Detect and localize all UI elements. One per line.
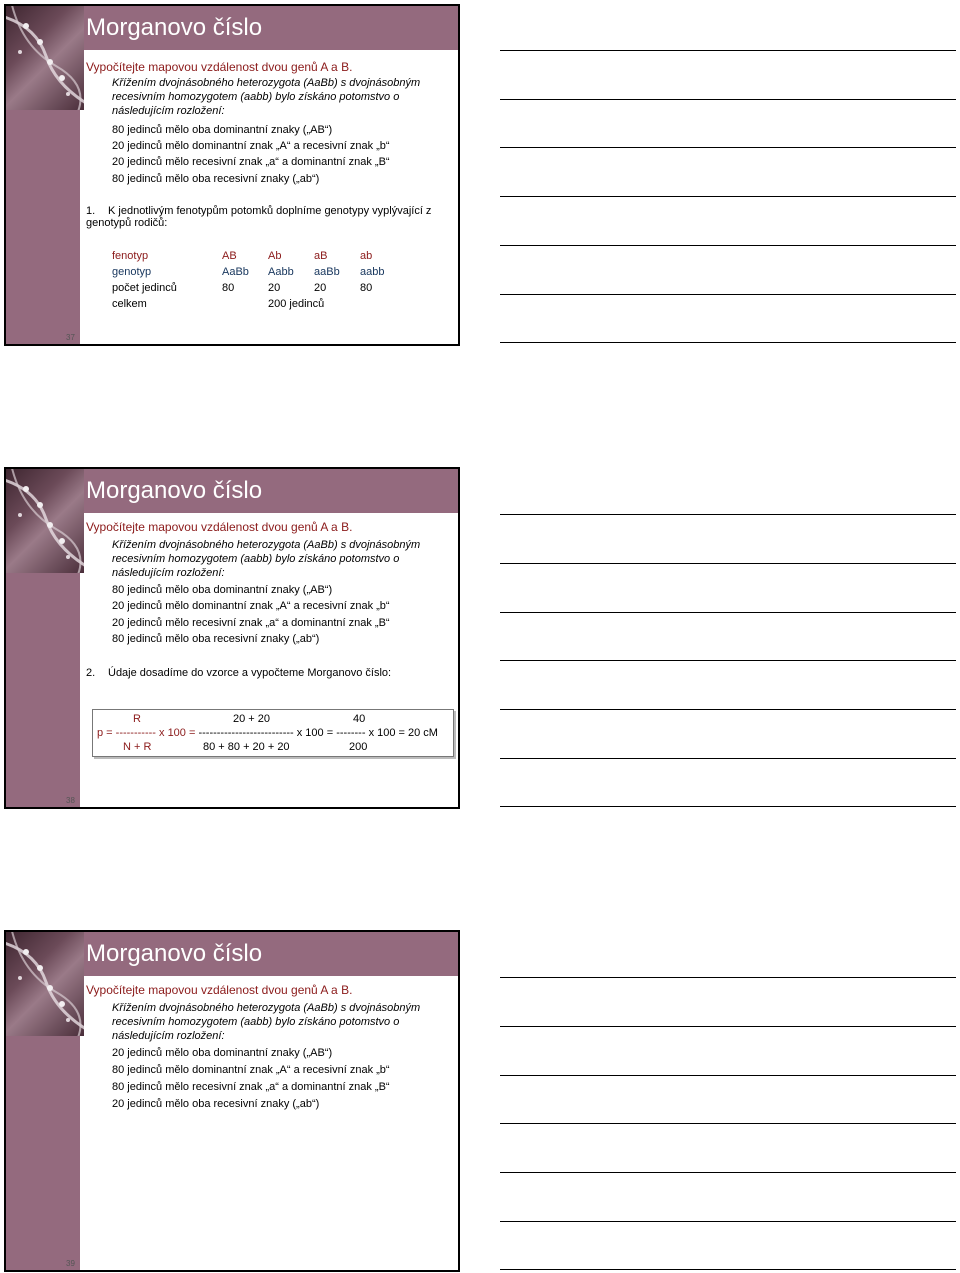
note-line (500, 99, 956, 100)
table-cell: aaBb (314, 266, 340, 278)
step-1 (86, 205, 454, 229)
fenotyp-row (112, 248, 384, 264)
offspring-line: 80 jedinců mělo recesivní znak „a“ a dominantní znak „B“ (112, 1081, 390, 1093)
slide-number: 39 (66, 1259, 75, 1268)
task-lead: Vypočítejte mapovou vzdálenost dvou genů A a B. (86, 60, 353, 74)
formula-denominator-sum: 80 + 80 + 20 + 20 (203, 741, 290, 753)
task-intro: Křížením dvojnásobného heterozygota (AaBb) s dvojnásobným recesivním homozygotem (aabb) bylo získáno potomstvo o následujícím rozložení: (112, 1002, 421, 1042)
table-cell: aB (314, 250, 328, 262)
table-cell: 20 (314, 282, 327, 294)
slide-number: 38 (66, 796, 75, 805)
note-line (500, 709, 956, 710)
genotype-table (112, 248, 384, 312)
note-line (500, 1269, 956, 1270)
genotyp-row (112, 264, 384, 280)
note-line (500, 1221, 956, 1222)
dna-photo (6, 6, 84, 110)
note-line (500, 806, 956, 807)
offspring-line: 80 jedinců mělo oba dominantní znaky („AB“) (112, 124, 333, 136)
row-label: genotyp (112, 266, 152, 278)
slide-title: Morganovo číslo (86, 14, 263, 41)
task-intro: Křížením dvojnásobného heterozygota (AaBb) s dvojnásobným recesivním homozygotem (aabb) bylo získáno potomstvo o následujícím rozložení: (112, 539, 421, 579)
step-text: Údaje dosadíme do vzorce a vypočteme Morganovo číslo: (108, 667, 392, 679)
note-line (500, 245, 956, 246)
note-line (500, 294, 956, 295)
note-line (500, 514, 956, 515)
note-line (500, 1172, 956, 1173)
note-line (500, 612, 956, 613)
offspring-line: 80 jedinců mělo oba recesivní znaky („ab“) (112, 633, 320, 645)
note-line (500, 1026, 956, 1027)
formula-denominator-value: 200 (349, 741, 368, 753)
task-lead: Vypočítejte mapovou vzdálenost dvou genů A a B. (86, 983, 353, 997)
formula-numerator-sum: 20 + 20 (233, 713, 271, 725)
note-line (500, 196, 956, 197)
formula-dash-1: ----------- x 100 = (115, 727, 199, 739)
formula-dash-3: -------- x 100 = 20 cM (336, 727, 438, 739)
morgan-formula-box (92, 709, 454, 757)
formula-equation-line (97, 727, 438, 739)
offspring-line: 80 jedinců mělo oba dominantní znaky („AB“) (112, 584, 333, 596)
celkem-row (112, 296, 384, 312)
task-intro: Křížením dvojnásobného heterozygota (AaBb) s dvojnásobným recesivním homozygotem (aabb) bylo získáno potomstvo o následujícím rozložení: (112, 77, 421, 117)
step-number: 2. (86, 667, 96, 679)
slide-38 (4, 467, 460, 809)
step-2 (86, 667, 391, 679)
note-line (500, 977, 956, 978)
table-cell: Aabb (268, 266, 294, 278)
note-line (500, 563, 956, 564)
step-number: 1. (86, 205, 96, 217)
dna-photo (6, 469, 84, 573)
offspring-line: 20 jedinců mělo oba dominantní znaky („AB“) (112, 1047, 333, 1059)
slide-number: 37 (66, 333, 75, 342)
formula-denominator-nr: N + R (123, 741, 152, 753)
note-line (500, 342, 956, 343)
table-cell: 80 (222, 282, 235, 294)
table-cell: 80 (360, 282, 373, 294)
row-label: počet jedinců (112, 282, 177, 294)
table-cell: AB (222, 250, 237, 262)
table-cell: 20 (268, 282, 281, 294)
offspring-line: 80 jedinců mělo oba recesivní znaky („ab“) (112, 173, 320, 185)
offspring-line: 20 jedinců mělo dominantní znak „A“ a recesivní znak „b“ (112, 600, 390, 612)
table-cell: 200 jedinců (268, 298, 325, 310)
dna-photo (6, 932, 84, 1036)
note-line (500, 147, 956, 148)
note-line (500, 758, 956, 759)
note-line (500, 1075, 956, 1076)
note-line (500, 1123, 956, 1124)
table-cell: ab (360, 250, 373, 262)
slide-37 (4, 4, 460, 346)
formula-p: p = (97, 727, 116, 739)
table-cell: Ab (268, 250, 282, 262)
slide-title: Morganovo číslo (86, 940, 263, 967)
pocet-row (112, 280, 384, 296)
table-cell: AaBb (222, 266, 249, 278)
offspring-line: 20 jedinců mělo recesivní znak „a“ a dominantní znak „B“ (112, 617, 390, 629)
formula-numerator-r: R (133, 713, 141, 725)
formula-numerator-value: 40 (353, 713, 366, 725)
note-line (500, 660, 956, 661)
offspring-line: 20 jedinců mělo oba recesivní znaky („ab“) (112, 1098, 320, 1110)
note-line (500, 50, 956, 51)
slide-title: Morganovo číslo (86, 477, 263, 504)
row-label: celkem (112, 298, 147, 310)
formula-dash-2: -------------------------- x 100 = (198, 727, 337, 739)
slide-39 (4, 930, 460, 1272)
table-cell: aabb (360, 266, 385, 278)
row-label: fenotyp (112, 250, 149, 262)
offspring-line: 80 jedinců mělo dominantní znak „A“ a recesivní znak „b“ (112, 1064, 390, 1076)
task-lead: Vypočítejte mapovou vzdálenost dvou genů A a B. (86, 520, 353, 534)
offspring-line: 20 jedinců mělo dominantní znak „A“ a recesivní znak „b“ (112, 140, 390, 152)
step-text: K jednotlivým fenotypům potomků doplníme genotypy vyplývající z genotypů rodičů: (86, 205, 432, 229)
offspring-line: 20 jedinců mělo recesivní znak „a“ a dominantní znak „B“ (112, 156, 390, 168)
